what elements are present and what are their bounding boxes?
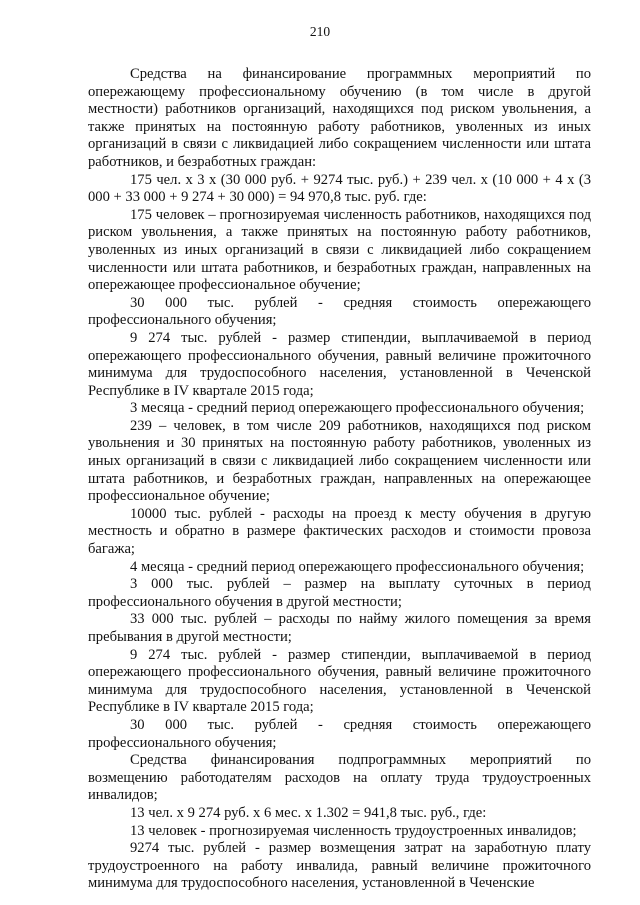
paragraph-stipend-2: 9 274 тыс. рублей - размер стипендии, выплачиваемой в период опережающего профессионального обучения, равный величине прожиточного минимума для трудоспособного населения, установленной в Чеченской Республике в IV квартале 2015 года;: [88, 646, 591, 716]
paragraph-daily-allowance: 3 000 тыс. рублей – размер на выплату суточных в период профессионального обучения в другой местности;: [88, 576, 591, 610]
paragraph-training-cost-2: 30 000 тыс. рублей - средняя стоимость опережающего профессионального обучения;: [88, 716, 591, 751]
paragraph-training-cost: 30 000 тыс. рублей - средняя стоимость опережающего профессионального обучения;: [88, 294, 591, 329]
paragraph-housing-cost: 33 000 тыс. рублей – расходы по найму жилого помещения за время пребывания в другой местности;: [88, 611, 591, 645]
paragraph-239-persons: 239 – человек, в том числе 209 работников, находящихся под риском увольнения и 30 принятых на постоянную работу работников, уволенных из иных организаций в связи с ликвидацией либо сокращением численности или штата работников, и безработных граждан, направленных на опережающее профессиональное обучение;: [88, 417, 591, 505]
paragraph-4-months: 4 месяца - средний период опережающего профессионального обучения;: [130, 558, 585, 575]
page-number: 210: [309, 24, 331, 39]
paragraph-funding-intro: Средства на финансирование программных мероприятий по опережающему профессиональному обучению (в том числе в другой местности) работников организаций, находящихся под риском увольнения, а также принятых на постоянную работу работников, уволенных из иных организаций в связи с ликвидацией либо сокращением численности или штата работников, и безработных граждан:: [88, 66, 591, 170]
paragraph-formula-1: 175 чел. x 3 x (30 000 руб. + 9274 тыс. руб.) + 239 чел. x (10 000 + 4 x (3 000 + 33 000 + 9 274 + 30 000) = 94 970,8 тыс. руб. где:: [88, 171, 591, 206]
paragraph-disabled-funding: Средства финансирования подпрограммных мероприятий по возмещению работодателям расходов на оплату труда трудоустроенных инвалидов;: [88, 752, 591, 804]
paragraph-3-months: 3 месяца - средний период опережающего профессионального обучения;: [130, 400, 585, 417]
paragraph-175-persons: 175 человек – прогнозируемая численность работников, находящихся под риском увольнения, а также принятых на постоянную работу работников, уволенных из иных организаций в связи с ликвидацией либо сокращением численности или штата работников, и безработных граждан, направленных на опережающее профессиональное обучение;: [88, 206, 591, 294]
paragraph-stipend: 9 274 тыс. рублей - размер стипендии, выплачиваемой в период опережающего профессионального обучения, равный величине прожиточного минимума для трудоспособного населения, установленной в Чеченской Республике в IV квартале 2015 года;: [88, 329, 591, 399]
paragraph-13-persons: 13 человек - прогнозируемая численность трудоустроенных инвалидов;: [130, 822, 577, 839]
document-body: [88, 66, 591, 893]
paragraph-salary-compensation: 9274 тыс. рублей - размер возмещения затрат на заработную плату трудоустроенного на работу инвалида, равный величине прожиточного минимума для трудоспособного населения, установленной в Чеченские: [88, 840, 591, 892]
paragraph-formula-2: 13 чел. х 9 274 руб. х 6 мес. х 1.302 = 941,8 тыс. руб., где:: [130, 804, 487, 821]
paragraph-travel-cost: 10000 тыс. рублей - расходы на проезд к месту обучения в другую местность и обратно в размере фактических расходов и стоимости провоза багажа;: [88, 505, 591, 558]
